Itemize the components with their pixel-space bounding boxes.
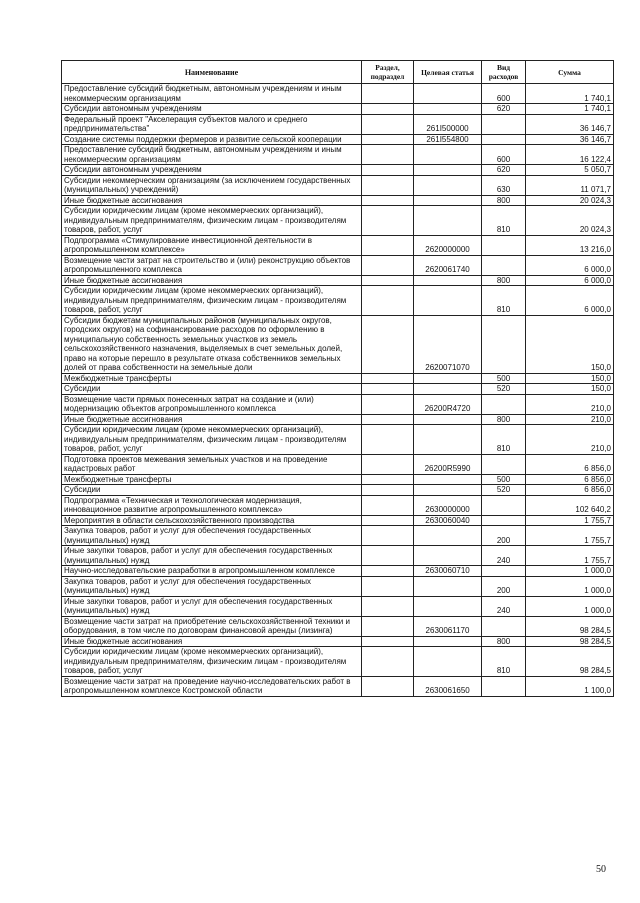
row-target: 26200R5990	[414, 454, 482, 474]
table-row	[62, 546, 614, 566]
row-name: Субсидии	[62, 485, 362, 496]
row-section	[362, 134, 414, 145]
header-target: Целевая статья	[414, 61, 482, 84]
row-sum: 1 000,0	[526, 566, 614, 577]
row-type: 810	[482, 286, 526, 316]
row-name: Субсидии бюджетам муниципальных районов (муниципальных округов, городских округов) на софинансирование расходов по оформлению в муниципальную собственность земельных участков из земель сельскохозяйственного назначения, выделяемых в счет земельных долей, право на которые перешло в результате отказа собственников земельных долей от права собственности на земельные доли	[62, 315, 362, 373]
row-section	[362, 454, 414, 474]
row-sum: 1 755,7	[526, 515, 614, 526]
row-name: Субсидии	[62, 384, 362, 395]
row-type: 630	[482, 175, 526, 195]
row-name: Федеральный проект "Акселерация субъектов малого и среднего предпринимательства"	[62, 114, 362, 134]
table-row	[62, 596, 614, 616]
row-sum: 1 755,7	[526, 526, 614, 546]
row-type: 600	[482, 84, 526, 104]
table-row	[62, 315, 614, 373]
row-target: 2630061170	[414, 616, 482, 636]
row-type: 620	[482, 104, 526, 115]
row-sum: 210,0	[526, 414, 614, 425]
row-sum: 210,0	[526, 425, 614, 455]
row-name: Научно-исследовательские разработки в агропромышленном комплексе	[62, 566, 362, 577]
table-row	[62, 454, 614, 474]
row-name: Иные бюджетные ассигнования	[62, 636, 362, 647]
row-sum: 6 856,0	[526, 485, 614, 496]
row-target	[414, 384, 482, 395]
row-type: 810	[482, 206, 526, 236]
table-row	[62, 255, 614, 275]
row-target	[414, 425, 482, 455]
row-section	[362, 84, 414, 104]
row-type: 800	[482, 275, 526, 286]
row-sum: 1 000,0	[526, 596, 614, 616]
row-type	[482, 566, 526, 577]
table-row	[62, 526, 614, 546]
row-sum: 20 024,3	[526, 206, 614, 236]
row-target	[414, 84, 482, 104]
row-sum: 6 000,0	[526, 275, 614, 286]
row-sum: 6 856,0	[526, 454, 614, 474]
table-row	[62, 485, 614, 496]
row-section	[362, 526, 414, 546]
row-name: Субсидии юридическим лицам (кроме некоммерческих организаций), индивидуальным предпринимателям, физическим лицам - производителям товаров, работ, услуг	[62, 425, 362, 455]
row-target	[414, 485, 482, 496]
row-sum: 16 122,4	[526, 145, 614, 165]
row-sum: 11 071,7	[526, 175, 614, 195]
row-target	[414, 175, 482, 195]
row-name: Иные закупки товаров, работ и услуг для обеспечения государственных (муниципальных) нужд	[62, 596, 362, 616]
row-section	[362, 373, 414, 384]
row-section	[362, 414, 414, 425]
row-target: 2630061650	[414, 676, 482, 696]
row-target	[414, 636, 482, 647]
table-row	[62, 647, 614, 677]
row-section	[362, 676, 414, 696]
row-name: Закупка товаров, работ и услуг для обеспечения государственных (муниципальных) нужд	[62, 526, 362, 546]
row-type: 800	[482, 636, 526, 647]
table-row	[62, 275, 614, 286]
row-section	[362, 616, 414, 636]
row-name: Иные бюджетные ассигнования	[62, 414, 362, 425]
row-section	[362, 576, 414, 596]
row-type: 520	[482, 485, 526, 496]
row-section	[362, 275, 414, 286]
row-sum: 13 216,0	[526, 235, 614, 255]
row-name: Субсидии автономным учреждениям	[62, 104, 362, 115]
row-target	[414, 195, 482, 206]
row-name: Подпрограмма «Стимулирование инвестиционной деятельности в агропромышленном комплексе»	[62, 235, 362, 255]
row-name: Субсидии некоммерческим организациям (за исключением государственных (муниципальных) учреждений)	[62, 175, 362, 195]
row-section	[362, 145, 414, 165]
row-section	[362, 647, 414, 677]
row-type: 200	[482, 526, 526, 546]
table-row	[62, 165, 614, 176]
table-row	[62, 114, 614, 134]
row-sum: 6 000,0	[526, 286, 614, 316]
row-target	[414, 596, 482, 616]
row-type	[482, 255, 526, 275]
row-section	[362, 596, 414, 616]
table-row	[62, 495, 614, 515]
row-name: Субсидии юридическим лицам (кроме некоммерческих организаций), индивидуальным предпринимателям, физическим лицам - производителям товаров, работ, услуг	[62, 286, 362, 316]
table-row	[62, 373, 614, 384]
row-target	[414, 206, 482, 236]
row-sum: 6 000,0	[526, 255, 614, 275]
table-row	[62, 384, 614, 395]
header-name: Наименование	[62, 61, 362, 84]
table-row	[62, 394, 614, 414]
row-name: Мероприятия в области сельскохозяйственного производства	[62, 515, 362, 526]
row-target: 261I554800	[414, 134, 482, 145]
row-name: Субсидии юридическим лицам (кроме некоммерческих организаций), индивидуальным предпринимателям, физическим лицам - производителям товаров, работ, услуг	[62, 647, 362, 677]
table-row	[62, 206, 614, 236]
row-section	[362, 566, 414, 577]
table-row	[62, 286, 614, 316]
row-section	[362, 175, 414, 195]
row-target	[414, 414, 482, 425]
table-row	[62, 414, 614, 425]
row-section	[362, 495, 414, 515]
row-type: 620	[482, 165, 526, 176]
table-row	[62, 515, 614, 526]
row-sum: 20 024,3	[526, 195, 614, 206]
row-target	[414, 474, 482, 485]
row-type: 500	[482, 373, 526, 384]
row-name: Предоставление субсидий бюджетным, автономным учреждениям и иным некоммерческим организациям	[62, 145, 362, 165]
row-sum: 1 755,7	[526, 546, 614, 566]
table-row	[62, 235, 614, 255]
table-row	[62, 145, 614, 165]
page-number: 50	[596, 864, 606, 875]
table-row	[62, 134, 614, 145]
row-target	[414, 275, 482, 286]
row-section	[362, 474, 414, 485]
row-type	[482, 454, 526, 474]
row-target	[414, 526, 482, 546]
row-section	[362, 425, 414, 455]
row-section	[362, 384, 414, 395]
row-section	[362, 636, 414, 647]
row-name: Создание системы поддержки фермеров и развитие сельской кооперации	[62, 134, 362, 145]
row-type: 500	[482, 474, 526, 485]
row-sum: 36 146,7	[526, 134, 614, 145]
table-row	[62, 676, 614, 696]
row-target: 2620000000	[414, 235, 482, 255]
row-section	[362, 315, 414, 373]
row-name: Иные бюджетные ассигнования	[62, 195, 362, 206]
row-sum: 150,0	[526, 384, 614, 395]
row-sum: 98 284,5	[526, 636, 614, 647]
row-target	[414, 104, 482, 115]
budget-table	[61, 60, 614, 697]
table-row	[62, 636, 614, 647]
row-section	[362, 206, 414, 236]
row-name: Возмещение части затрат на проведение научно-исследовательских работ в агропромышленном комплексе Костромской области	[62, 676, 362, 696]
row-section	[362, 104, 414, 115]
row-type	[482, 315, 526, 373]
row-sum: 98 284,5	[526, 647, 614, 677]
row-type	[482, 235, 526, 255]
row-section	[362, 515, 414, 526]
table-row	[62, 474, 614, 485]
row-type: 810	[482, 425, 526, 455]
row-section	[362, 114, 414, 134]
table-row	[62, 566, 614, 577]
header-type: Вид расходов	[482, 61, 526, 84]
row-name: Иные закупки товаров, работ и услуг для обеспечения государственных (муниципальных) нужд	[62, 546, 362, 566]
row-sum: 1 100,0	[526, 676, 614, 696]
row-type	[482, 676, 526, 696]
row-type: 600	[482, 145, 526, 165]
row-name: Предоставление субсидий бюджетным, автономным учреждениям и иным некоммерческим организациям	[62, 84, 362, 104]
row-target	[414, 373, 482, 384]
table-row	[62, 104, 614, 115]
row-target: 2630060040	[414, 515, 482, 526]
row-target	[414, 647, 482, 677]
row-name: Возмещение части затрат на строительство и (или) реконструкцию объектов агропромышленного комплекса	[62, 255, 362, 275]
row-sum: 6 856,0	[526, 474, 614, 485]
header-section: Раздел, подраздел	[362, 61, 414, 84]
row-sum: 98 284,5	[526, 616, 614, 636]
row-type	[482, 134, 526, 145]
table-row	[62, 84, 614, 104]
row-sum: 5 050,7	[526, 165, 614, 176]
row-section	[362, 394, 414, 414]
row-target	[414, 546, 482, 566]
row-target	[414, 145, 482, 165]
row-section	[362, 546, 414, 566]
header-sum: Сумма	[526, 61, 614, 84]
row-target: 26200R4720	[414, 394, 482, 414]
row-type	[482, 616, 526, 636]
row-type	[482, 495, 526, 515]
row-target: 2630060710	[414, 566, 482, 577]
row-section	[362, 286, 414, 316]
row-target	[414, 576, 482, 596]
row-sum: 1 740,1	[526, 104, 614, 115]
table-row	[62, 175, 614, 195]
row-name: Подпрограмма «Техническая и технологическая модернизация, инновационное развитие агропромышленного комплекса»	[62, 495, 362, 515]
row-section	[362, 255, 414, 275]
row-type: 800	[482, 195, 526, 206]
row-sum: 150,0	[526, 315, 614, 373]
row-sum: 210,0	[526, 394, 614, 414]
table-body	[62, 84, 614, 697]
row-type: 520	[482, 384, 526, 395]
row-name: Закупка товаров, работ и услуг для обеспечения государственных (муниципальных) нужд	[62, 576, 362, 596]
table-row	[62, 576, 614, 596]
row-sum: 36 146,7	[526, 114, 614, 134]
row-section	[362, 235, 414, 255]
row-sum: 1 000,0	[526, 576, 614, 596]
row-type: 240	[482, 546, 526, 566]
row-sum: 102 640,2	[526, 495, 614, 515]
row-name: Подготовка проектов межевания земельных участков и на проведение кадастровых работ	[62, 454, 362, 474]
row-name: Субсидии автономным учреждениям	[62, 165, 362, 176]
row-type: 800	[482, 414, 526, 425]
row-name: Межбюджетные трансферты	[62, 373, 362, 384]
row-section	[362, 195, 414, 206]
row-sum: 1 740,1	[526, 84, 614, 104]
row-sum: 150,0	[526, 373, 614, 384]
row-name: Межбюджетные трансферты	[62, 474, 362, 485]
table-row	[62, 616, 614, 636]
row-type: 240	[482, 596, 526, 616]
row-target	[414, 165, 482, 176]
row-name: Субсидии юридическим лицам (кроме некоммерческих организаций), индивидуальным предпринимателям, физическим лицам - производителям товаров, работ, услуг	[62, 206, 362, 236]
row-target: 2620071070	[414, 315, 482, 373]
row-target: 2620061740	[414, 255, 482, 275]
row-target: 261I500000	[414, 114, 482, 134]
row-type	[482, 515, 526, 526]
row-type: 200	[482, 576, 526, 596]
row-section	[362, 165, 414, 176]
row-target: 2630000000	[414, 495, 482, 515]
row-type: 810	[482, 647, 526, 677]
row-target	[414, 286, 482, 316]
row-name: Возмещение части прямых понесенных затрат на создание и (или) модернизацию объектов агропромышленного комплекса	[62, 394, 362, 414]
table-header-row	[62, 61, 614, 84]
row-section	[362, 485, 414, 496]
row-name: Иные бюджетные ассигнования	[62, 275, 362, 286]
table-row	[62, 195, 614, 206]
row-name: Возмещение части затрат на приобретение сельскохозяйственной техники и оборудования, в том числе по договорам финансовой аренды (лизинга)	[62, 616, 362, 636]
row-type	[482, 394, 526, 414]
row-type	[482, 114, 526, 134]
table-row	[62, 425, 614, 455]
